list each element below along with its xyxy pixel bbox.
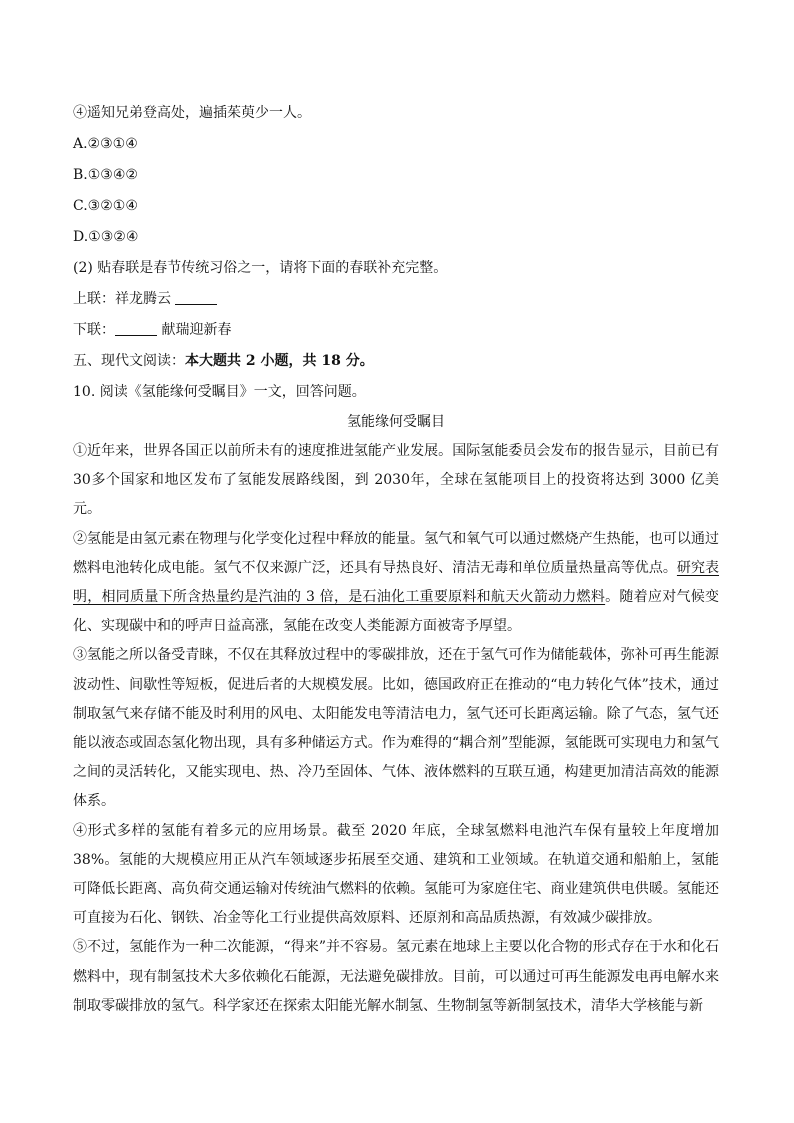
couplet-upper-label: 上联：祥龙腾云	[73, 291, 176, 307]
paragraph-3: ③氢能之所以备受青睐，不仅在其释放过程中的零碳排放，还在于氢气可作为储能载体，弥补可再生能源波动性、间歇性等短板，促进后者的大规模发展。比如，德国政府正在推动的“电力转化气体”技术，通过制取氢气来存储不能及时利用的风电、太阳能发电等清洁电力，氢气还可长距离运输。除了气态，氢气还能以液态或固态氢化物出现，具有多种储运方式。作为难得的“耦合剂”型能源，氢能既可实现电力和氢气之间的灵活转化，又能实现电、热、冷乃至固体、气体、液体燃料的互联互通，构建更加清洁高效的能源体系。	[73, 647, 719, 810]
section-5-heading-plain: 五、现代文阅读：	[73, 353, 185, 369]
paragraph-2	[73, 525, 719, 642]
question-10-prompt: 10. 阅读《氢能缘何受瞩目》一文，回答问题。	[73, 384, 366, 400]
couplet-upper-blank	[175, 290, 217, 305]
couplet-lower-blank	[115, 321, 157, 336]
couplet-lower	[73, 315, 719, 346]
option-a: A.②③①④	[73, 136, 138, 152]
option-c: C.③②①④	[73, 198, 138, 214]
paragraph-2-after: 。随着应对气候变化、实现碳中和的呼声日益高涨，氢能在改变人类能源方面被寄予厚望。	[73, 589, 720, 635]
section-5-heading-bold: 本大题共 2 小题，共 18 分。	[185, 353, 374, 369]
option-d: D.①③②④	[73, 229, 139, 245]
section-5-heading	[73, 346, 719, 377]
paragraph-2-before: ②氢能是由氢元素在物理与化学变化过程中释放的能量。氢气和氧气可以通过燃烧产生热能，也可以通过燃料电池转化成电能。氢气不仅来源广泛，还具有导热良好、清洁无毒和单位质量热量高等优点。	[73, 530, 719, 576]
couplet-lower-tail: 献瑞迎新春	[161, 322, 232, 338]
exam-page	[73, 98, 719, 1021]
couplet-upper	[73, 284, 719, 315]
option-b: B.①③④②	[73, 167, 138, 183]
article-title: 氢能缘何受瞩目	[347, 414, 445, 430]
paragraph-1: ①近年来，世界各国正以前所未有的速度推进氢能产业发展。国际氢能委员会发布的报告显示，目前已有30多个国家和地区发布了氢能发展路线图，到 2030年，全球在氢能项目上的投资将达到 3000 亿美元。	[73, 443, 719, 518]
couplet-prompt: (2) 贴春联是春节传统习俗之一，请将下面的春联补充完整。	[73, 260, 448, 276]
paragraph-5: ⑤不过，氢能作为一种二次能源，“得来”并不容易。氢元素在地球上主要以化合物的形式存在于水和化石燃料中，现有制氢技术大多依赖化石能源，无法避免碳排放。目前，可以通过可再生能源发电再电解水来制取零碳排放的氢气。科学家还在探索太阳能光解水制氢、生物制氢等新制氢技术，清华大学核能与新	[73, 939, 719, 1014]
poem-line-4: ④遥知兄弟登高处，遍插茱萸少一人。	[73, 105, 311, 121]
paragraph-4: ④形式多样的氢能有着多元的应用场景。截至 2020 年底，全球氢燃料电池汽车保有量较上年度增加 38%。氢能的大规模应用正从汽车领域逐步拓展至交通、建筑和工业领域。在轨道交通和船舶上，氢能可降低长距离、高负荷交通运输对传统油气燃料的依赖。氢能可为家庭住宅、商业建筑供电供暖。氢能还可直接为石化、钢铁、冶金等化工行业提供高效原料、还原剂和高品质热源，有效减少碳排放。	[73, 822, 719, 927]
couplet-lower-label: 下联：	[73, 322, 115, 338]
paragraph-2-underlined: 研究表明，相同质量下所含热量约是汽油的 3 倍，是石油化工重要原料和航天火箭动力燃料	[73, 559, 720, 606]
